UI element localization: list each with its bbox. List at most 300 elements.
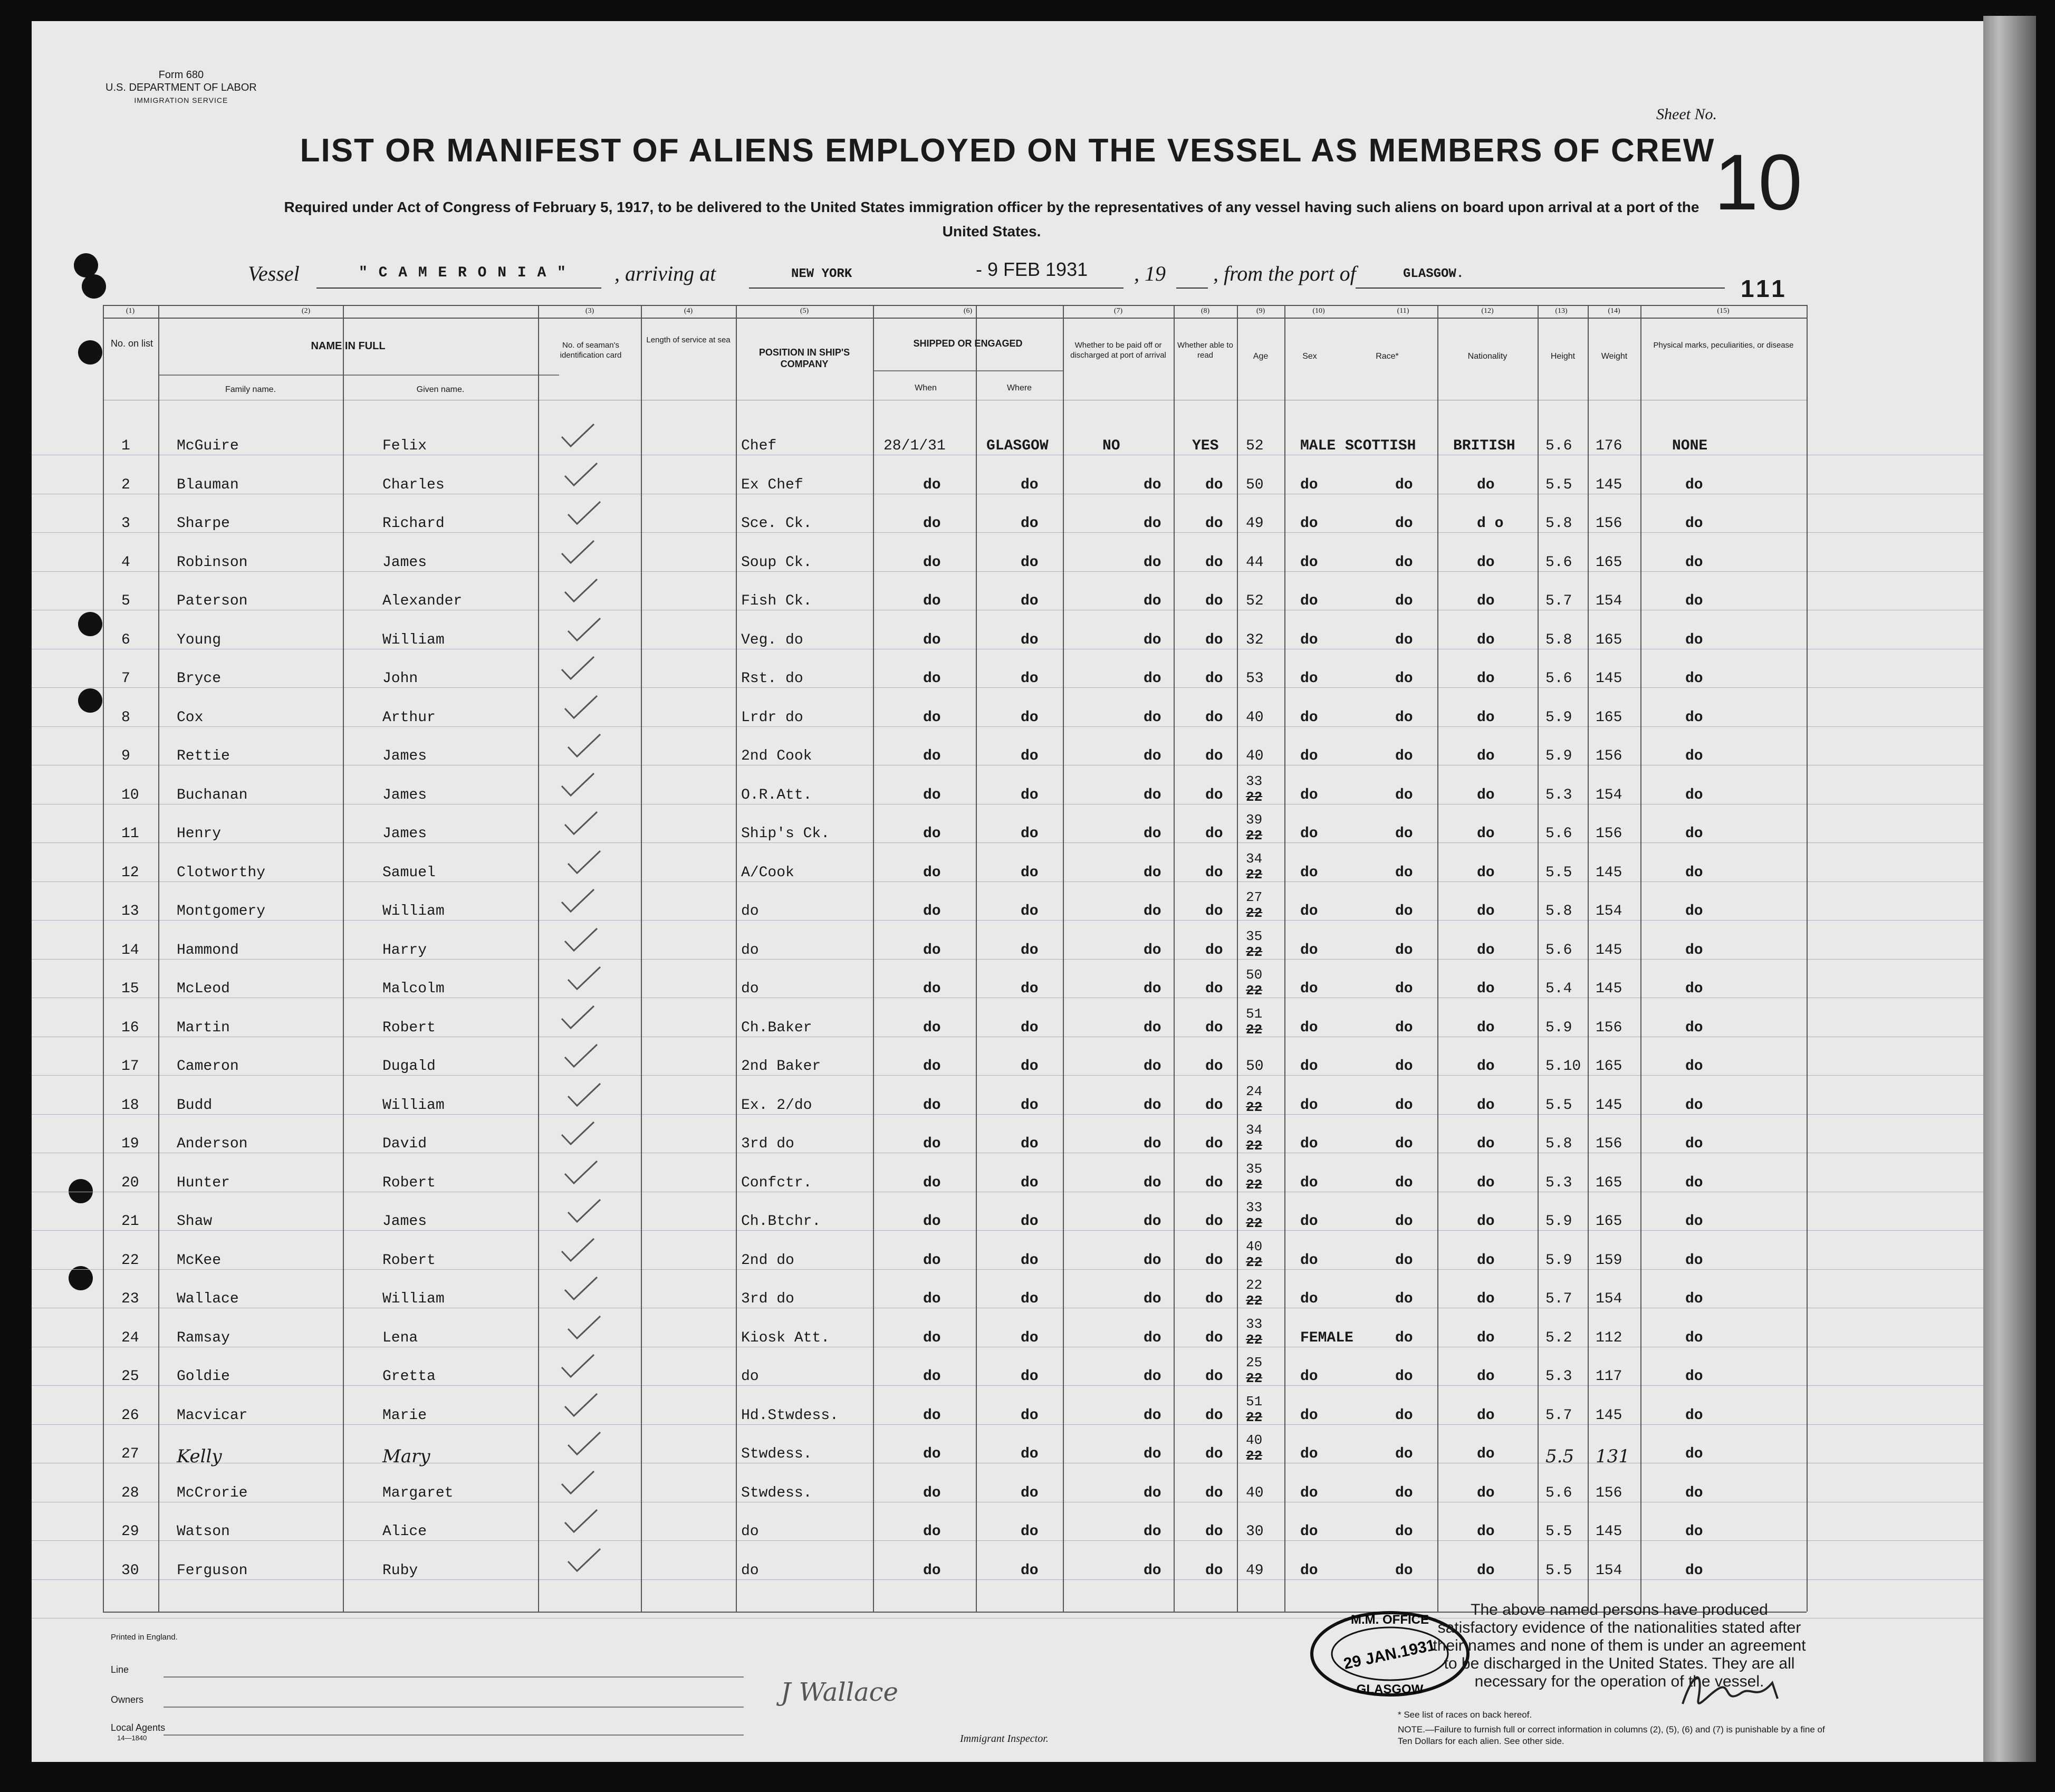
where-cell: do [1021, 826, 1039, 842]
nationality-cell: do [1477, 476, 1495, 493]
height-cell: 5.6 [1545, 554, 1572, 571]
column-number: (5) [800, 307, 809, 315]
height-cell: 5.3 [1545, 1368, 1572, 1385]
family-name-cell: Rettie [177, 748, 230, 764]
height-cell: 5.7 [1545, 593, 1572, 609]
marks-cell: do [1685, 1329, 1703, 1346]
punch-hole [69, 1266, 93, 1290]
race-cell: do [1395, 1562, 1413, 1579]
position-cell: do [741, 1368, 759, 1385]
position-cell: 3rd do [741, 1291, 794, 1307]
inspector-signature: J Wallace [781, 1678, 898, 1707]
underline [316, 288, 601, 289]
position-cell: Veg. do [741, 631, 803, 648]
given-name-cell: James [382, 826, 427, 842]
when-cell: do [923, 1368, 941, 1385]
read-cell: do [1205, 826, 1223, 842]
family-name-cell: Hammond [177, 942, 239, 959]
header-paid-off: Whether to be paid off or discharged at port of arrival [1070, 341, 1166, 360]
when-cell: do [923, 942, 941, 959]
column-number: (9) [1256, 307, 1265, 315]
sex-cell: do [1300, 1484, 1318, 1501]
sheet-number: 10 [1714, 138, 1802, 226]
read-cell: do [1205, 903, 1223, 919]
marks-cell: do [1685, 1252, 1703, 1269]
row-rule [32, 920, 1983, 921]
when-cell: do [923, 1484, 941, 1501]
when-cell: do [923, 1019, 941, 1036]
weight-cell: 145 [1596, 670, 1622, 687]
where-cell: do [1021, 864, 1039, 881]
sex-cell: do [1300, 476, 1318, 493]
age-cell: 50 [1246, 476, 1264, 493]
given-name-cell: James [382, 748, 427, 764]
weight-cell: 156 [1596, 515, 1622, 532]
paid-off-cell: do [1144, 1213, 1161, 1230]
punch-hole [82, 274, 106, 299]
when-cell: do [923, 709, 941, 726]
struck-age-mark: 22 [1246, 944, 1263, 960]
header-read: Whether able to read [1177, 341, 1233, 360]
where-cell: do [1021, 1252, 1039, 1269]
paid-off-cell: do [1144, 981, 1161, 997]
where-cell: do [1021, 903, 1039, 919]
header-shipped: SHIPPED OR ENGAGED [913, 338, 1023, 349]
manifest-sheet [32, 21, 1983, 1762]
when-cell: do [923, 1407, 941, 1424]
where-cell: do [1021, 1329, 1039, 1346]
read-cell: do [1205, 1174, 1223, 1191]
column-rule [1640, 305, 1641, 1612]
given-name-cell: Gretta [382, 1368, 436, 1385]
when-cell: do [923, 670, 941, 687]
read-cell: do [1205, 593, 1223, 609]
given-name-cell: David [382, 1136, 427, 1152]
read-cell: do [1205, 1136, 1223, 1152]
given-name-cell: Marie [382, 1407, 427, 1424]
given-name-cell: Samuel [382, 864, 436, 881]
weight-cell: 154 [1596, 787, 1622, 803]
page-subtitle: Required under Act of Congress of February 5, 1917, to be delivered to the United States immigration officer by the representatives of any vessel having such aliens on board upon arrival at a port of the United States. [284, 199, 1699, 239]
paid-off-cell: do [1144, 748, 1161, 764]
position-cell: Ch.Baker [741, 1019, 812, 1036]
family-name-cell: Goldie [177, 1368, 230, 1385]
sex-cell: do [1300, 1562, 1318, 1579]
list-number-cell: 30 [121, 1562, 139, 1579]
age-cell: 35 [1246, 1161, 1263, 1177]
header-race: Race* [1376, 352, 1399, 361]
header-no-on-list: No. on list [110, 338, 153, 349]
given-name-cell: James [382, 1213, 427, 1230]
race-cell: do [1395, 864, 1413, 881]
age-cell: 33 [1246, 1316, 1263, 1332]
weight-cell: 156 [1596, 1019, 1622, 1036]
position-cell: Rst. do [741, 670, 803, 687]
list-number-cell: 15 [121, 981, 139, 997]
when-cell: do [923, 1562, 941, 1579]
paid-off-cell: do [1144, 903, 1161, 919]
marks-cell: do [1685, 631, 1703, 648]
given-name-cell: Mary [382, 1446, 430, 1467]
given-name-cell: William [382, 1097, 445, 1114]
list-number-cell: 8 [121, 709, 130, 726]
age-cell: 34 [1246, 1122, 1263, 1138]
read-cell: do [1205, 1484, 1223, 1501]
height-cell: 5.8 [1545, 1136, 1572, 1152]
row-rule [32, 881, 1983, 882]
position-cell: 2nd do [741, 1252, 794, 1269]
paid-off-cell: do [1144, 826, 1161, 842]
column-number: (4) [684, 307, 693, 315]
row-rule [32, 1230, 1983, 1231]
height-cell: 5.10 [1545, 1058, 1581, 1075]
paid-off-cell: do [1144, 787, 1161, 803]
position-cell: 2nd Baker [741, 1058, 821, 1075]
age-cell: 40 [1246, 748, 1264, 764]
header-id-card: No. of seaman's identification card [560, 341, 622, 360]
paid-off-cell: do [1144, 1097, 1161, 1114]
row-rule [32, 959, 1983, 960]
column-number: (3) [585, 307, 594, 315]
row-rule [32, 1579, 1983, 1580]
read-cell: do [1205, 1252, 1223, 1269]
sex-cell: do [1300, 1407, 1318, 1424]
nationality-cell: do [1477, 1523, 1495, 1540]
department: U.S. DEPARTMENT OF LABOR [105, 82, 257, 93]
column-number: (14) [1608, 307, 1620, 315]
list-number-cell: 18 [121, 1097, 139, 1114]
sex-cell: MALE [1300, 438, 1336, 454]
read-cell: YES [1192, 438, 1219, 454]
nationality-cell: BRITISH [1453, 438, 1515, 454]
read-cell: do [1205, 1291, 1223, 1307]
when-cell: do [923, 1329, 941, 1346]
weight-cell: 154 [1596, 1562, 1622, 1579]
race-cell: do [1395, 1213, 1413, 1230]
column-rule [1237, 305, 1238, 1612]
read-cell: do [1205, 631, 1223, 648]
position-cell: 3rd do [741, 1136, 794, 1152]
given-name-cell: Ruby [382, 1562, 418, 1579]
age-cell: 49 [1246, 1562, 1264, 1579]
age-cell: 40 [1246, 1238, 1263, 1254]
list-number-cell: 2 [121, 476, 130, 493]
family-name-cell: Clotworthy [177, 864, 266, 881]
family-name-cell: Paterson [177, 593, 248, 609]
family-name-cell: Robinson [177, 554, 248, 571]
nationality-cell: do [1477, 1329, 1495, 1346]
age-cell: 33 [1246, 773, 1263, 789]
row-rule [32, 687, 1983, 688]
weight-cell: 165 [1596, 554, 1622, 571]
weight-cell: 145 [1596, 942, 1622, 959]
header-nationality: Nationality [1467, 352, 1507, 361]
sex-cell: do [1300, 554, 1318, 571]
sex-cell: do [1300, 903, 1318, 919]
race-cell: do [1395, 1446, 1413, 1462]
position-cell: do [741, 1523, 759, 1540]
height-cell: 5.2 [1545, 1329, 1572, 1346]
read-cell: do [1205, 1213, 1223, 1230]
list-number-cell: 11 [121, 826, 139, 842]
sex-cell: do [1300, 864, 1318, 881]
row-rule [32, 571, 1983, 572]
given-name-cell: Lena [382, 1329, 418, 1346]
struck-age-mark: 22 [1246, 1331, 1263, 1348]
list-number-cell: 12 [121, 864, 139, 881]
column-rule [1807, 305, 1808, 1612]
when-cell: do [923, 1523, 941, 1540]
family-name-cell: McGuire [177, 438, 239, 454]
list-number-cell: 9 [121, 748, 130, 764]
column-number: (11) [1397, 307, 1409, 315]
paid-off-cell: do [1144, 1407, 1161, 1424]
list-number-cell: 29 [121, 1523, 139, 1540]
weight-cell: 112 [1596, 1329, 1622, 1346]
family-name-cell: Macvicar [177, 1407, 248, 1424]
arriving-port: NEW YORK [791, 267, 852, 281]
year-label: , 19 [1134, 262, 1166, 285]
row-rule [32, 1385, 1983, 1386]
weight-cell: 165 [1596, 1213, 1622, 1230]
punch-hole [78, 688, 102, 713]
header-length-service: Length of service at sea [646, 336, 731, 344]
list-number-cell: 4 [121, 554, 130, 571]
list-number-cell: 14 [121, 942, 139, 959]
sex-cell: do [1300, 593, 1318, 609]
race-cell: do [1395, 748, 1413, 764]
paid-off-cell: do [1144, 1446, 1161, 1462]
family-name-cell: Montgomery [177, 903, 266, 919]
where-cell: do [1021, 1058, 1039, 1075]
when-cell: do [923, 1058, 941, 1075]
age-cell: 39 [1246, 812, 1263, 828]
where-cell: do [1021, 787, 1039, 803]
where-cell: do [1021, 748, 1039, 764]
sex-cell: do [1300, 787, 1318, 803]
when-cell: do [923, 1252, 941, 1269]
when-cell: do [923, 515, 941, 532]
family-name-cell: Wallace [177, 1291, 239, 1307]
row-rule [32, 1075, 1983, 1076]
list-number-cell: 20 [121, 1174, 139, 1191]
paid-off-cell: do [1144, 1562, 1161, 1579]
height-cell: 5.8 [1545, 903, 1572, 919]
race-cell: SCOTTISH [1345, 438, 1416, 454]
when-cell: do [923, 593, 941, 609]
where-cell: do [1021, 593, 1039, 609]
row-rule [32, 726, 1983, 727]
penalty-note: NOTE.—Failure to furnish full or correct information in columns (2), (5), (6) and (7) is punishable by a fine of Ten Dollars for each alien. See other side. [1398, 1724, 1825, 1746]
read-cell: do [1205, 554, 1223, 571]
when-cell: do [923, 787, 941, 803]
struck-age-mark: 22 [1246, 905, 1263, 921]
nationality-cell: do [1477, 1446, 1495, 1462]
column-number: (7) [1113, 307, 1123, 315]
position-cell: do [741, 942, 759, 959]
weight-cell: 165 [1596, 709, 1622, 726]
marks-cell: do [1685, 942, 1703, 959]
list-number-cell: 7 [121, 670, 130, 687]
family-name-cell: Cameron [177, 1058, 239, 1075]
age-cell: 33 [1246, 1200, 1263, 1215]
subheader-rule [158, 375, 559, 376]
column-rule [103, 305, 104, 1612]
header-position: POSITION IN SHIP'S COMPANY [758, 347, 850, 369]
paid-off-cell: do [1144, 942, 1161, 959]
list-number-cell: 26 [121, 1407, 139, 1424]
marks-cell: do [1685, 1291, 1703, 1307]
punch-hole [78, 612, 102, 636]
age-cell: 50 [1246, 967, 1263, 983]
height-cell: 5.9 [1545, 709, 1572, 726]
paper-edge [1983, 16, 2036, 1762]
age-cell: 52 [1246, 438, 1264, 454]
weight-cell: 176 [1596, 438, 1622, 454]
header-name-in-full: NAME IN FULL [311, 340, 386, 352]
weight-cell: 156 [1596, 1136, 1622, 1152]
read-cell: do [1205, 981, 1223, 997]
printed-in: Printed in England. [111, 1633, 178, 1642]
read-cell: do [1205, 1446, 1223, 1462]
when-cell: do [923, 826, 941, 842]
race-cell: do [1395, 709, 1413, 726]
paid-off-cell: do [1144, 1174, 1161, 1191]
race-cell: do [1395, 1019, 1413, 1036]
marks-cell: do [1685, 748, 1703, 764]
nationality-cell: do [1477, 903, 1495, 919]
given-name-cell: John [382, 670, 418, 687]
race-cell: do [1395, 515, 1413, 532]
sex-cell: do [1300, 631, 1318, 648]
nationality-cell: do [1477, 670, 1495, 687]
sex-cell: do [1300, 942, 1318, 959]
paid-off-cell: do [1144, 1252, 1161, 1269]
age-cell: 30 [1246, 1523, 1264, 1540]
sex-cell: do [1300, 826, 1318, 842]
form-number: Form 680 [158, 69, 204, 81]
from-label: , from the port of [1213, 262, 1356, 285]
header-weight: Weight [1601, 352, 1628, 361]
height-cell: 5.5 [1545, 1446, 1574, 1467]
vessel-label: Vessel [248, 262, 300, 285]
column-rule [1063, 305, 1064, 1612]
struck-age-mark: 22 [1246, 1215, 1263, 1231]
position-cell: do [741, 1562, 759, 1579]
sex-cell: do [1300, 1019, 1318, 1036]
paid-off-cell: do [1144, 554, 1161, 571]
struck-age-mark: 22 [1246, 1021, 1263, 1038]
family-name-cell: Cox [177, 709, 204, 726]
marks-cell: do [1685, 1523, 1703, 1540]
where-cell: do [1021, 1174, 1039, 1191]
when-cell: do [923, 554, 941, 571]
when-cell: do [923, 1174, 941, 1191]
family-name-cell: Budd [177, 1097, 213, 1114]
when-cell: do [923, 1097, 941, 1114]
weight-cell: 145 [1596, 864, 1622, 881]
given-name-cell: Richard [382, 515, 445, 532]
marks-cell: do [1685, 1174, 1703, 1191]
given-name-cell: William [382, 631, 445, 648]
where-cell: do [1021, 1213, 1039, 1230]
given-name-cell: Arthur [382, 709, 436, 726]
list-number-cell: 27 [121, 1446, 139, 1462]
family-name-cell: Henry [177, 826, 222, 842]
age-cell: 27 [1246, 889, 1263, 905]
paid-off-cell: do [1144, 476, 1161, 493]
struck-age-mark: 22 [1246, 1448, 1263, 1464]
list-number-cell: 5 [121, 593, 130, 609]
nationality-cell: do [1477, 826, 1495, 842]
family-name-cell: Watson [177, 1523, 230, 1540]
column-number: (6) [963, 307, 973, 315]
race-cell: do [1395, 1291, 1413, 1307]
sex-cell: do [1300, 981, 1318, 997]
header-when: When [915, 384, 937, 392]
owners-rule [164, 1707, 744, 1708]
height-cell: 5.6 [1545, 670, 1572, 687]
list-number-cell: 22 [121, 1252, 139, 1269]
column-number: (13) [1555, 307, 1568, 315]
age-cell: 52 [1246, 593, 1264, 609]
race-cell: do [1395, 1174, 1413, 1191]
read-cell: do [1205, 748, 1223, 764]
given-name-cell: Dugald [382, 1058, 436, 1075]
marks-cell: do [1685, 1562, 1703, 1579]
given-name-cell: Charles [382, 476, 445, 493]
sex-cell: do [1300, 1213, 1318, 1230]
position-cell: Ex Chef [741, 476, 803, 493]
race-cell: do [1395, 1136, 1413, 1152]
sex-cell: do [1300, 1097, 1318, 1114]
form-identifier [105, 69, 257, 107]
race-cell: do [1395, 1329, 1413, 1346]
position-cell: Soup Ck. [741, 554, 812, 571]
where-cell: do [1021, 1019, 1039, 1036]
paid-off-cell: do [1144, 1019, 1161, 1036]
owners-label: Owners [111, 1694, 144, 1705]
column-rule [641, 305, 642, 1612]
where-cell: do [1021, 1523, 1039, 1540]
weight-cell: 117 [1596, 1368, 1622, 1385]
sex-cell: do [1300, 1523, 1318, 1540]
inspector-label: Immigrant Inspector. [960, 1733, 1049, 1745]
height-cell: 5.9 [1545, 1019, 1572, 1036]
stamp-date: 29 JAN.1931 [1342, 1636, 1437, 1673]
age-cell: 25 [1246, 1355, 1263, 1371]
struck-age-mark: 22 [1246, 1254, 1263, 1270]
family-name-cell: McLeod [177, 981, 230, 997]
family-name-cell: Sharpe [177, 515, 230, 532]
from-port: GLASGOW. [1403, 267, 1464, 281]
nationality-cell: do [1477, 1562, 1495, 1579]
height-cell: 5.5 [1545, 1097, 1572, 1114]
given-name-cell: William [382, 903, 445, 919]
sex-cell: do [1300, 1252, 1318, 1269]
colnum-rule [103, 318, 1807, 319]
race-cell: do [1395, 903, 1413, 919]
race-cell: do [1395, 826, 1413, 842]
where-cell: do [1021, 1097, 1039, 1114]
family-name-cell: McCrorie [177, 1484, 248, 1501]
height-cell: 5.5 [1545, 1523, 1572, 1540]
header-age: Age [1253, 352, 1269, 361]
position-cell: Sce. Ck. [741, 515, 812, 532]
service: IMMIGRATION SERVICE [134, 96, 228, 104]
given-name-cell: James [382, 787, 427, 803]
when-cell: do [923, 748, 941, 764]
